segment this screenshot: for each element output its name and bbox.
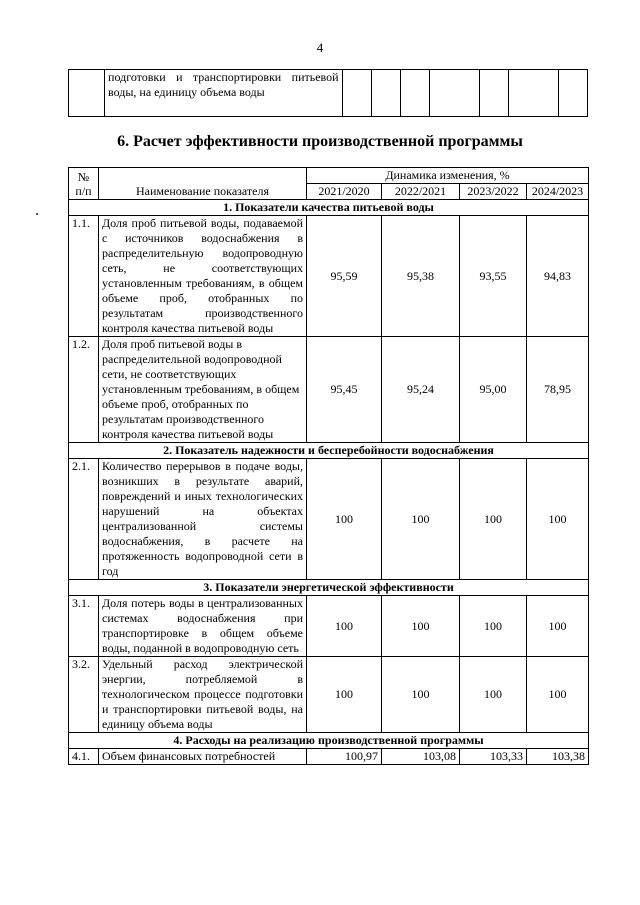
- header-num: № п/п: [69, 168, 99, 200]
- section-heading-row: [69, 443, 589, 459]
- row-value: 95,00: [460, 337, 527, 443]
- header-name: Наименование показателя: [99, 168, 307, 200]
- row-value: 78,95: [527, 337, 589, 443]
- row-value: 100: [307, 596, 382, 657]
- row-value: 103,38: [527, 749, 589, 765]
- section-heading-row: [69, 580, 589, 596]
- header-row: [69, 168, 589, 184]
- row-value: 103,33: [460, 749, 527, 765]
- row-description: Доля проб питьевой воды в распределительной водопроводной сети, не соответствующих установленным требованиям, в общем объеме проб, отобранных по результатам производственного контроля качества питьевой воды: [99, 337, 307, 443]
- row-value: 95,38: [382, 216, 460, 337]
- row-value: 100: [527, 459, 589, 580]
- row-value: 100: [527, 596, 589, 657]
- row-value: 100,97: [307, 749, 382, 765]
- header-year: 2024/2023: [527, 184, 589, 200]
- table-row: [69, 459, 589, 580]
- header-year: 2021/2020: [307, 184, 382, 200]
- row-number: 4.1.: [69, 749, 99, 765]
- section-heading-row: [69, 200, 589, 216]
- section-heading: 3. Показатели энергетической эффективности: [69, 580, 589, 596]
- row-description: Доля проб питьевой воды, подаваемой с источников водоснабжения в распределительную водопроводную сеть, не соответствующих установленным требованиям, в общем объеме проб, отобранных по результатам производственного контроля качества питьевой воды: [99, 216, 307, 337]
- row-description: Удельный расход электрической энергии, потребляемой в технологическом процессе подготовки и транспортировки питьевой воды, на единицу объема воды: [99, 657, 307, 733]
- table-row: [69, 337, 589, 443]
- scan-speck: [36, 213, 38, 215]
- row-value: 95,45: [307, 337, 382, 443]
- efficiency-table: [68, 167, 589, 765]
- section-heading: 1. Показатели качества питьевой воды: [69, 200, 589, 216]
- section-heading: 2. Показатель надежности и бесперебойности водоснабжения: [69, 443, 589, 459]
- row-value: 100: [460, 596, 527, 657]
- header-dynamics: Динамика изменения, %: [307, 168, 589, 184]
- section-title: 6. Расчет эффективности производственной программы: [117, 133, 523, 150]
- table-row: [69, 596, 589, 657]
- row-value: 100: [382, 657, 460, 733]
- row-value: 100: [307, 459, 382, 580]
- row-description: Доля потерь воды в централизованных системах водоснабжения при транспортировке в общем объеме воды, поданной в водопроводную сеть: [99, 596, 307, 657]
- row-value: 100: [307, 657, 382, 733]
- row-value: 100: [382, 596, 460, 657]
- table-row: [69, 749, 589, 765]
- row-value: 95,59: [307, 216, 382, 337]
- row-value: 100: [460, 657, 527, 733]
- row-number: 2.1.: [69, 459, 99, 580]
- section-heading-row: [69, 733, 589, 749]
- row-number: 3.1.: [69, 596, 99, 657]
- header-year: 2023/2022: [460, 184, 527, 200]
- row-value: 103,08: [382, 749, 460, 765]
- row-value: 93,55: [460, 216, 527, 337]
- section-heading: 4. Расходы на реализацию производственной программы: [69, 733, 589, 749]
- row-value: 95,24: [382, 337, 460, 443]
- table-row: [69, 657, 589, 733]
- header-year: 2022/2021: [382, 184, 460, 200]
- row-value: 100: [460, 459, 527, 580]
- table-row: [69, 216, 589, 337]
- row-number: 3.2.: [69, 657, 99, 733]
- row-value: 100: [527, 657, 589, 733]
- row-number: 1.1.: [69, 216, 99, 337]
- row-number: 1.2.: [69, 337, 99, 443]
- page-number: 4: [316, 40, 324, 55]
- row-description: подготовки и транспортировки питьевой воды, на единицу объема воды: [105, 70, 343, 117]
- table-row: [69, 70, 588, 117]
- continued-table-fragment: [68, 69, 588, 117]
- row-value: 94,83: [527, 216, 589, 337]
- row-value: 100: [382, 459, 460, 580]
- row-description: Количество перерывов в подаче воды, возникших в результате аварий, повреждений и иных технологических нарушений на объектах централизованной системы водоснабжения, в расчете на протяженность водопроводной сети в год: [99, 459, 307, 580]
- row-description: Объем финансовых потребностей: [99, 749, 307, 765]
